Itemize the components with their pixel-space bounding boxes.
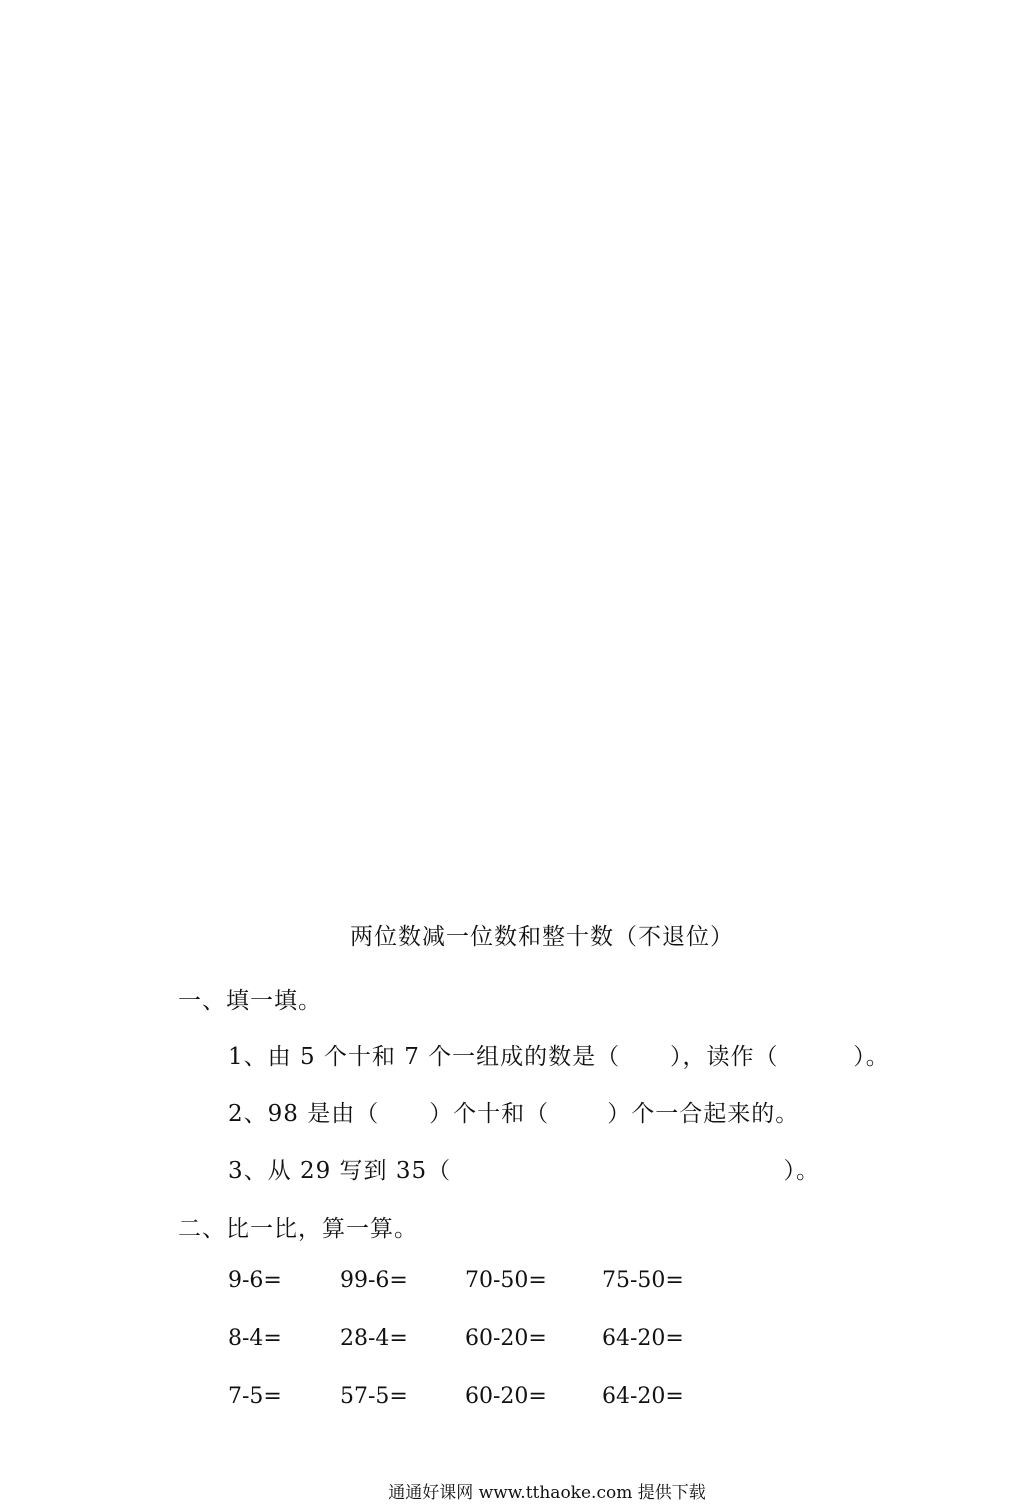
calc-problem: 28-4=: [340, 1326, 408, 1351]
calc-problem: 64-20=: [602, 1326, 684, 1351]
worksheet-title: 两位数减一位数和整十数（不退位）: [350, 924, 734, 950]
calc-problem: 99-6=: [340, 1268, 408, 1293]
calc-problem: 75-50=: [602, 1268, 684, 1293]
calc-problem: 9-6=: [228, 1268, 282, 1293]
calc-problem: 57-5=: [340, 1384, 408, 1409]
calc-row: [228, 1268, 828, 1298]
calc-row: [228, 1384, 828, 1414]
calc-problem: 60-20=: [465, 1326, 547, 1351]
calc-problem: 60-20=: [465, 1384, 547, 1409]
fill-in-question-3: 3、从 29 写到 35（ ）。: [228, 1158, 821, 1184]
fill-in-question-2: 2、98 是由（ ）个十和（ ）个一合起来的。: [228, 1101, 800, 1127]
calc-problem: 70-50=: [465, 1268, 547, 1293]
calc-row: [228, 1326, 828, 1356]
footer-source-note: 通通好课网 www.tthaoke.com 提供下载: [388, 1483, 706, 1503]
section-fill-in-heading: 一、填一填。: [178, 988, 322, 1014]
calc-problem: 8-4=: [228, 1326, 282, 1351]
calc-problem: 64-20=: [602, 1384, 684, 1409]
fill-in-question-1: 1、由 5 个十和 7 个一组成的数是（ ），读作（ ）。: [228, 1044, 890, 1070]
section-compare-calculate-heading: 二、比一比，算一算。: [178, 1216, 418, 1242]
calc-problem: 7-5=: [228, 1384, 282, 1409]
